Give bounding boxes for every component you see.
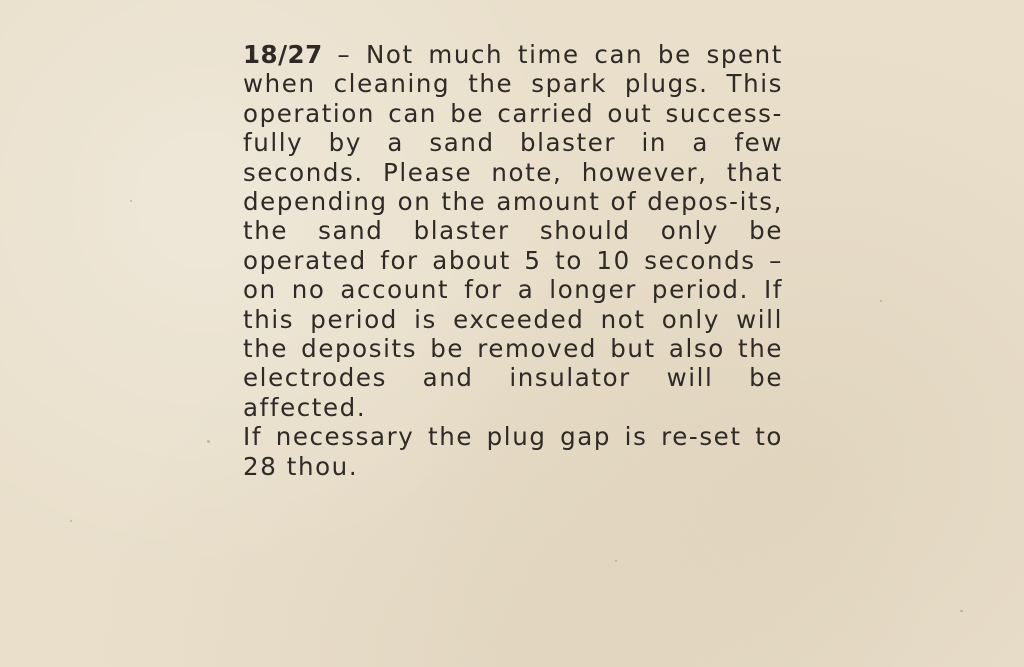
section-reference: 18/27 [243,40,323,69]
paragraph-main [243,40,783,422]
paragraph-plug-gap: If necessary the plug gap is re-set to 28 thou. [243,422,783,481]
paper-speck [130,200,132,202]
paper-speck [70,520,72,522]
paper-speck [615,560,617,562]
instruction-text [243,40,783,481]
paper-speck [960,610,963,612]
paper-speck [207,440,210,443]
paragraph-main-text: – Not much time can be spent when cleaning the spark plugs. This operation can be carried out success-fully by a sand blaster in a few seconds. Please note, however, that depending on the amount of depos-its, the sand blaster should only be operated for about 5 to 10 seconds – on no account for a longer period. If this period is exceeded not only will the deposits be removed but also the electrodes and insulator will be affected. [243,40,784,422]
paper-speck [880,300,882,302]
